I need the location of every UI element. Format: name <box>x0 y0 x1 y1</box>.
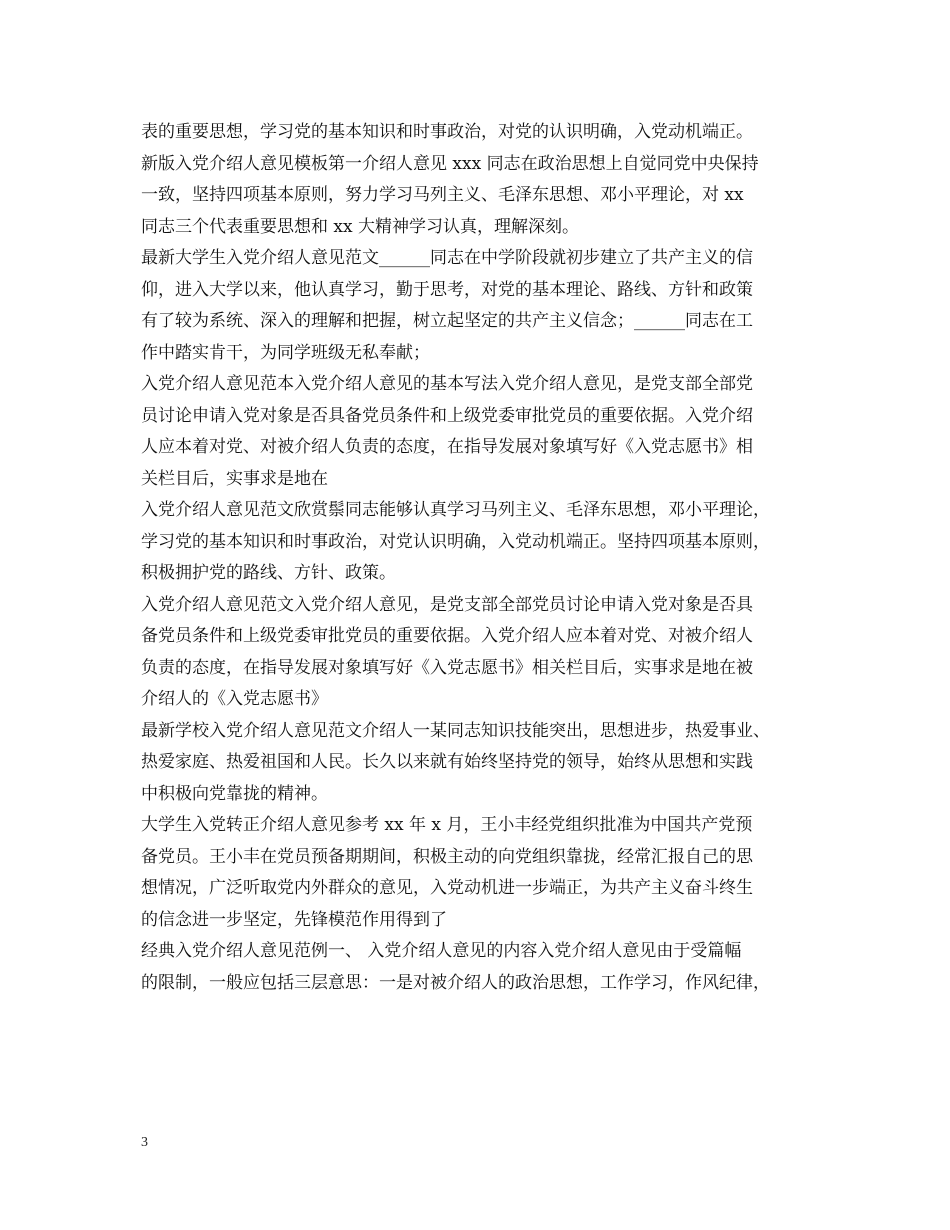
text-line: 学习党的基本知识和时事政治，对党认识明确，入党动机端正。坚持四项基本原则， <box>141 531 770 552</box>
text-line: 一致，坚持四项基本原则，努力学习马列主义、毛泽东思想、邓小平理论，对 xx <box>141 185 744 205</box>
page-number: 3 <box>141 1135 148 1150</box>
text-line: 介绍人的《入党志愿书》 <box>141 689 328 709</box>
text-line: 关栏目后，实事求是地在 <box>141 468 328 489</box>
text-line: 的限制，一般应包括三层意思：一是对被介绍人的政治思想，工作学习，作风纪律， <box>141 972 770 993</box>
text-line: 经典入党介绍人意见范例一、 入党介绍人意见的内容入党介绍人意见由于受篇幅 <box>141 941 742 961</box>
text-line: 中积极向党靠拢的精神。 <box>141 783 328 804</box>
text-line: 最新学校入党介绍人意见范文介绍人一某同志知识技能突出，思想进步，热爱事业、 <box>141 720 770 741</box>
text-line: 热爱家庭、热爱祖国和人民。长久以来就有始终坚持党的领导，始终从思想和实践 <box>141 752 753 772</box>
text-line: 仰，进入大学以来，他认真学习，勤于思考，对党的基本理论、路线、方针和政策 <box>141 279 753 300</box>
text-line: 入党介绍人意见范本入党介绍人意见的基本写法入党介绍人意见，是党支部全部党 <box>141 374 753 394</box>
text-line: 有了较为系统、深入的理解和把握，树立起坚定的共产主义信念；______同志在工 <box>141 311 753 331</box>
text-line: 表的重要思想，学习党的基本知识和时事政治，对党的认识明确，入党动机端正。 <box>141 122 753 142</box>
text-line: 想情况，广泛听取党内外群众的意见，入党动机进一步端正，为共产主义奋斗终生 <box>141 878 753 898</box>
text-line: 同志三个代表重要思想和 xx 大精神学习认真，理解深刻。 <box>141 216 579 237</box>
text-line: 最新大学生入党介绍人意见范文______同志在中学阶段就初步建立了共产主义的信 <box>141 248 753 268</box>
text-line: 负责的态度，在指导发展对象填写好《入党志愿书》相关栏目后，实事求是地在被 <box>141 657 753 678</box>
text-line: 作中踏实肯干，为同学班级无私奉献； <box>141 342 430 363</box>
text-line: 入党介绍人意见范文欣赏鬃同志能够认真学习马列主义、毛泽东思想，邓小平理论， <box>141 500 770 520</box>
text-line: 备党员条件和上级党委审批党员的重要依据。入党介绍人应本着对党、对被介绍人 <box>141 626 753 646</box>
text-line: 的信念进一步坚定，先锋模范作用得到了 <box>141 909 447 930</box>
document-body <box>141 117 831 999</box>
text-line: 大学生入党转正介绍人意见参考 xx 年 x 月，王小丰经党组织批准为中国共产党预 <box>141 815 753 835</box>
text-line: 新版入党介绍人意见模板第一介绍人意见 xxx 同志在政治思想上自觉同党中央保持 <box>141 153 759 174</box>
text-line: 人应本着对党、对被介绍人负责的态度，在指导发展对象填写好《入党志愿书》相 <box>141 437 753 457</box>
text-line: 入党介绍人意见范文入党介绍人意见，是党支部全部党员讨论申请入党对象是否具 <box>141 594 753 615</box>
text-line: 积极拥护党的路线、方针、政策。 <box>141 563 396 583</box>
text-line: 备党员。王小丰在党员预备期期间，积极主动的向党组织靠拢，经常汇报自己的思 <box>141 846 753 867</box>
text-line: 员讨论申请入党对象是否具备党员条件和上级党委审批党员的重要依据。入党介绍 <box>141 405 753 426</box>
